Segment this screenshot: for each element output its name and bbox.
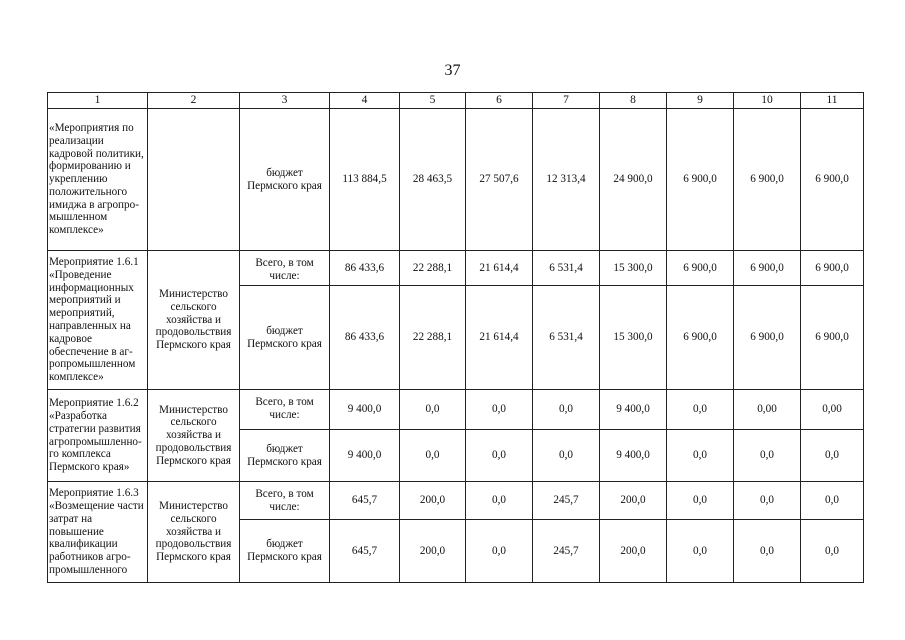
funding-source: бюджет Пермского края (240, 520, 330, 583)
value-cell: 9 400,0 (600, 390, 667, 430)
value-cell: 200,0 (400, 520, 466, 583)
value-cell: 6 900,0 (801, 251, 864, 286)
value-cell: 21 614,4 (466, 251, 533, 286)
value-cell: 0,00 (734, 390, 801, 430)
value-cell: 0,0 (533, 430, 600, 482)
value-cell: 6 900,0 (667, 286, 734, 390)
column-header: 6 (466, 93, 533, 109)
value-cell: 86 433,6 (330, 286, 400, 390)
value-cell: 9 400,0 (330, 430, 400, 482)
measure-name: Мероприятие 1.6.3 «Возмещение части затрат на повышение квалификации работников агро-промышленного (48, 482, 148, 583)
value-cell: 6 531,4 (533, 286, 600, 390)
value-cell: 200,0 (600, 520, 667, 583)
value-cell: 27 507,6 (466, 109, 533, 251)
column-header: 7 (533, 93, 600, 109)
table-row (48, 109, 864, 251)
value-cell: 0,0 (667, 482, 734, 520)
value-cell: 28 463,5 (400, 109, 466, 251)
value-cell: 22 288,1 (400, 286, 466, 390)
value-cell: 0,0 (734, 482, 801, 520)
value-cell: 245,7 (533, 482, 600, 520)
value-cell: 86 433,6 (330, 251, 400, 286)
value-cell: 6 900,0 (734, 109, 801, 251)
value-cell: 0,0 (801, 482, 864, 520)
value-cell: 0,0 (734, 520, 801, 583)
value-cell: 24 900,0 (600, 109, 667, 251)
value-cell: 9 400,0 (330, 390, 400, 430)
column-header: 5 (400, 93, 466, 109)
table-row (48, 482, 864, 520)
measure-name: «Мероприятия по реализации кадровой политики, формированию и укреплению положительного имиджа в агропро-мышленном комплексе» (48, 109, 148, 251)
value-cell: 0,0 (466, 430, 533, 482)
funding-source: бюджет Пермского края (240, 109, 330, 251)
value-cell: 22 288,1 (400, 251, 466, 286)
value-cell: 0,0 (533, 390, 600, 430)
value-cell: 0,0 (667, 520, 734, 583)
column-header: 8 (600, 93, 667, 109)
responsible-org (148, 109, 240, 251)
value-cell: 0,0 (734, 430, 801, 482)
funding-source: бюджет Пермского края (240, 286, 330, 390)
value-cell: 0,0 (667, 430, 734, 482)
value-cell: 0,00 (801, 390, 864, 430)
value-cell: 0,0 (667, 390, 734, 430)
value-cell: 645,7 (330, 520, 400, 583)
value-cell: 12 313,4 (533, 109, 600, 251)
measure-name: Мероприятие 1.6.1 «Проведение информационных мероприятий и мероприятий, направленных на кадровое обеспечение в аг-ропромышленном комплексе» (48, 251, 148, 390)
value-cell: 21 614,4 (466, 286, 533, 390)
value-cell: 6 900,0 (667, 109, 734, 251)
column-header: 10 (734, 93, 801, 109)
value-cell: 6 531,4 (533, 251, 600, 286)
measure-name: Мероприятие 1.6.2 «Разработка стратегии развития агропромышленно-го комплекса Пермского края» (48, 390, 148, 482)
funding-source: Всего, в том числе: (240, 482, 330, 520)
funding-source: Всего, в том числе: (240, 390, 330, 430)
column-header: 4 (330, 93, 400, 109)
responsible-org: Министерство сельского хозяйства и продовольствия Пермского края (148, 390, 240, 482)
column-header: 9 (667, 93, 734, 109)
header-row (48, 93, 864, 109)
value-cell: 9 400,0 (600, 430, 667, 482)
value-cell: 15 300,0 (600, 286, 667, 390)
column-header: 3 (240, 93, 330, 109)
funding-source: бюджет Пермского края (240, 430, 330, 482)
value-cell: 245,7 (533, 520, 600, 583)
funding-source: Всего, в том числе: (240, 251, 330, 286)
value-cell: 0,0 (400, 390, 466, 430)
page-number: 37 (444, 62, 461, 79)
value-cell: 0,0 (801, 520, 864, 583)
value-cell: 0,0 (801, 430, 864, 482)
value-cell: 200,0 (600, 482, 667, 520)
value-cell: 15 300,0 (600, 251, 667, 286)
value-cell: 113 884,5 (330, 109, 400, 251)
value-cell: 6 900,0 (734, 251, 801, 286)
value-cell: 0,0 (466, 390, 533, 430)
responsible-org: Министерство сельского хозяйства и продовольствия Пермского края (148, 251, 240, 390)
value-cell: 645,7 (330, 482, 400, 520)
column-header: 2 (148, 93, 240, 109)
column-header: 1 (48, 93, 148, 109)
value-cell: 6 900,0 (801, 109, 864, 251)
column-header: 11 (801, 93, 864, 109)
value-cell: 6 900,0 (801, 286, 864, 390)
budget-table (47, 92, 864, 583)
value-cell: 0,0 (466, 520, 533, 583)
value-cell: 6 900,0 (734, 286, 801, 390)
value-cell: 0,0 (400, 430, 466, 482)
table-row (48, 251, 864, 286)
value-cell: 6 900,0 (667, 251, 734, 286)
responsible-org: Министерство сельского хозяйства и продовольствия Пермского края (148, 482, 240, 583)
table-row (48, 390, 864, 430)
value-cell: 0,0 (466, 482, 533, 520)
value-cell: 200,0 (400, 482, 466, 520)
